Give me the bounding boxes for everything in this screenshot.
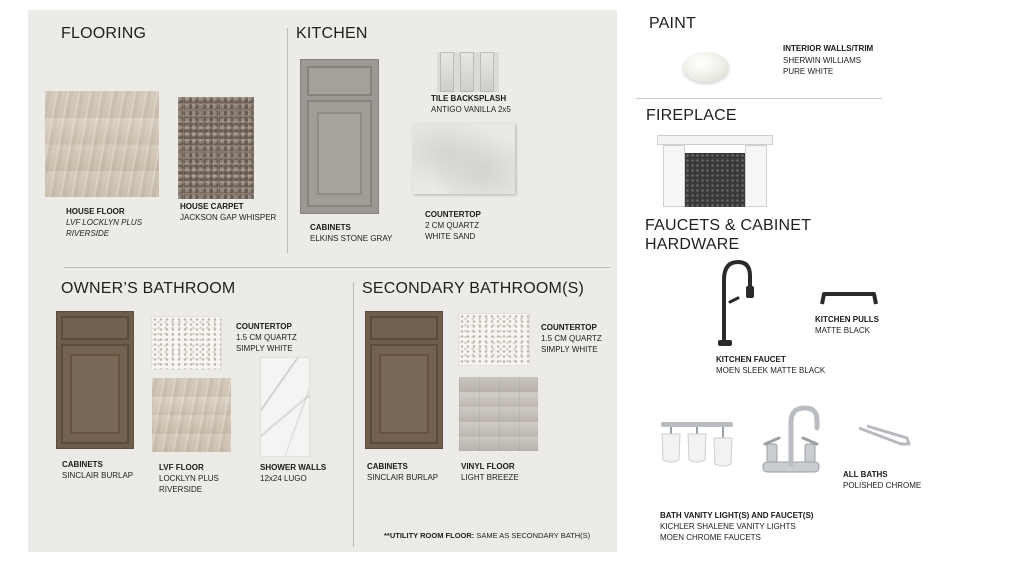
secondary-cabinets-line1: SINCLAIR BURLAP bbox=[367, 473, 439, 482]
house-floor-swatch bbox=[45, 91, 159, 197]
paint-line1: SHERWIN WILLIAMS bbox=[783, 56, 862, 65]
kitchen-title: KITCHEN bbox=[296, 25, 368, 42]
kitchen-cabinet-swatch bbox=[300, 59, 379, 214]
secondary-countertop-label: COUNTERTOP bbox=[541, 323, 597, 332]
paint-label: INTERIOR WALLS/TRIM bbox=[783, 44, 874, 53]
bath-vanity-line1: KICHLER SHALENE VANITY LIGHTS bbox=[660, 522, 796, 531]
house-floor-line1: LVF LOCKLYN PLUS bbox=[66, 218, 143, 227]
kitchen-faucet-icon bbox=[708, 258, 756, 348]
kitchen-faucet-label: KITCHEN FAUCET bbox=[716, 355, 786, 364]
owners-countertop-line1: 1.5 CM QUARTZ bbox=[236, 333, 297, 342]
fireplace-title: FIREPLACE bbox=[646, 107, 737, 124]
faucets-title-line1: FAUCETS & CABINET bbox=[645, 217, 812, 234]
vinyl-floor-label: VINYL FLOOR bbox=[461, 462, 515, 471]
owners-cabinets-line1: SINCLAIR BURLAP bbox=[62, 471, 134, 480]
divider-flooring-kitchen bbox=[287, 28, 288, 253]
tile-backsplash-swatch bbox=[437, 52, 499, 92]
owners-bathroom-title: OWNER’S BATHROOM bbox=[61, 280, 236, 297]
cabinet-pull-icon bbox=[818, 290, 880, 308]
flooring-title: FLOORING bbox=[61, 25, 147, 42]
owners-cabinets-label: CABINETS bbox=[62, 460, 103, 469]
divider-upper-lower bbox=[64, 267, 610, 268]
kitchen-faucet-line1: MOEN SLEEK MATTE BLACK bbox=[716, 366, 826, 375]
bath-vanity-label: BATH VANITY LIGHT(S) AND FAUCET(S) bbox=[660, 511, 814, 520]
vinyl-floor-swatch bbox=[459, 377, 538, 451]
bath-vanity-line2: MOEN CHROME FAUCETS bbox=[660, 533, 761, 542]
kitchen-pulls-line1: MATTE BLACK bbox=[815, 326, 870, 335]
shower-walls-swatch bbox=[260, 357, 310, 457]
owners-lvf-floor-line2: RIVERSIDE bbox=[159, 485, 203, 494]
secondary-cabinet-swatch bbox=[365, 311, 443, 449]
owners-countertop-swatch bbox=[151, 316, 222, 370]
owners-countertop-label: COUNTERTOP bbox=[236, 322, 292, 331]
kitchen-countertop-swatch bbox=[413, 124, 515, 194]
kitchen-pulls-label: KITCHEN PULLS bbox=[815, 315, 879, 324]
owners-countertop-line2: SIMPLY WHITE bbox=[236, 344, 293, 353]
kitchen-cabinets-label: CABINETS bbox=[310, 223, 351, 232]
kitchen-countertop-label: COUNTERTOP bbox=[425, 210, 481, 219]
house-carpet-label: HOUSE CARPET bbox=[180, 202, 244, 211]
house-carpet-swatch bbox=[178, 97, 254, 199]
paint-title: PAINT bbox=[649, 15, 696, 32]
owners-cabinet-swatch bbox=[56, 311, 134, 449]
house-floor-line2: RIVERSIDE bbox=[66, 229, 110, 238]
owners-lvf-floor-swatch bbox=[152, 378, 231, 452]
vinyl-floor-line1: LIGHT BREEZE bbox=[461, 473, 519, 482]
divider-bathrooms bbox=[353, 282, 354, 547]
vanity-light-icon bbox=[655, 418, 739, 470]
fireplace-image bbox=[657, 135, 773, 207]
kitchen-countertop-line1: 2 CM QUARTZ bbox=[425, 221, 480, 230]
shower-walls-line1: 12x24 LUGO bbox=[260, 474, 307, 483]
faucets-title-line2: HARDWARE bbox=[645, 236, 740, 253]
utility-room-note bbox=[384, 530, 590, 541]
secondary-countertop-line2: SIMPLY WHITE bbox=[541, 345, 598, 354]
house-carpet-line1: JACKSON GAP WHISPER bbox=[180, 213, 277, 222]
secondary-cabinets-label: CABINETS bbox=[367, 462, 408, 471]
paint-swatch bbox=[683, 52, 729, 82]
all-baths-line1: POLISHED CHROME bbox=[843, 481, 922, 490]
shower-walls-label: SHOWER WALLS bbox=[260, 463, 327, 472]
house-floor-label: HOUSE FLOOR bbox=[66, 207, 125, 216]
utility-room-note-rest: SAME AS SECONDARY BATH(S) bbox=[474, 531, 591, 540]
secondary-countertop-line1: 1.5 CM QUARTZ bbox=[541, 334, 602, 343]
secondary-bathroom-title: SECONDARY BATHROOM(S) bbox=[362, 280, 585, 297]
towel-bar-icon bbox=[855, 422, 913, 452]
bath-faucet-icon bbox=[757, 404, 825, 478]
utility-room-note-bold: **UTILITY ROOM FLOOR: bbox=[384, 531, 475, 540]
kitchen-countertop-line2: WHITE SAND bbox=[425, 232, 476, 241]
tile-backsplash-label: TILE BACKSPLASH bbox=[431, 94, 507, 103]
kitchen-cabinets-line1: ELKINS STONE GRAY bbox=[310, 234, 393, 243]
all-baths-label: ALL BATHS bbox=[843, 470, 888, 479]
secondary-countertop-swatch bbox=[458, 313, 530, 366]
owners-lvf-floor-line1: LOCKLYN PLUS bbox=[159, 474, 219, 483]
owners-lvf-floor-label: LVF FLOOR bbox=[159, 463, 204, 472]
divider-paint-fireplace bbox=[636, 98, 882, 99]
tile-backsplash-line1: ANTIGO VANILLA 2x5 bbox=[431, 105, 511, 114]
paint-line2: PURE WHITE bbox=[783, 67, 834, 76]
